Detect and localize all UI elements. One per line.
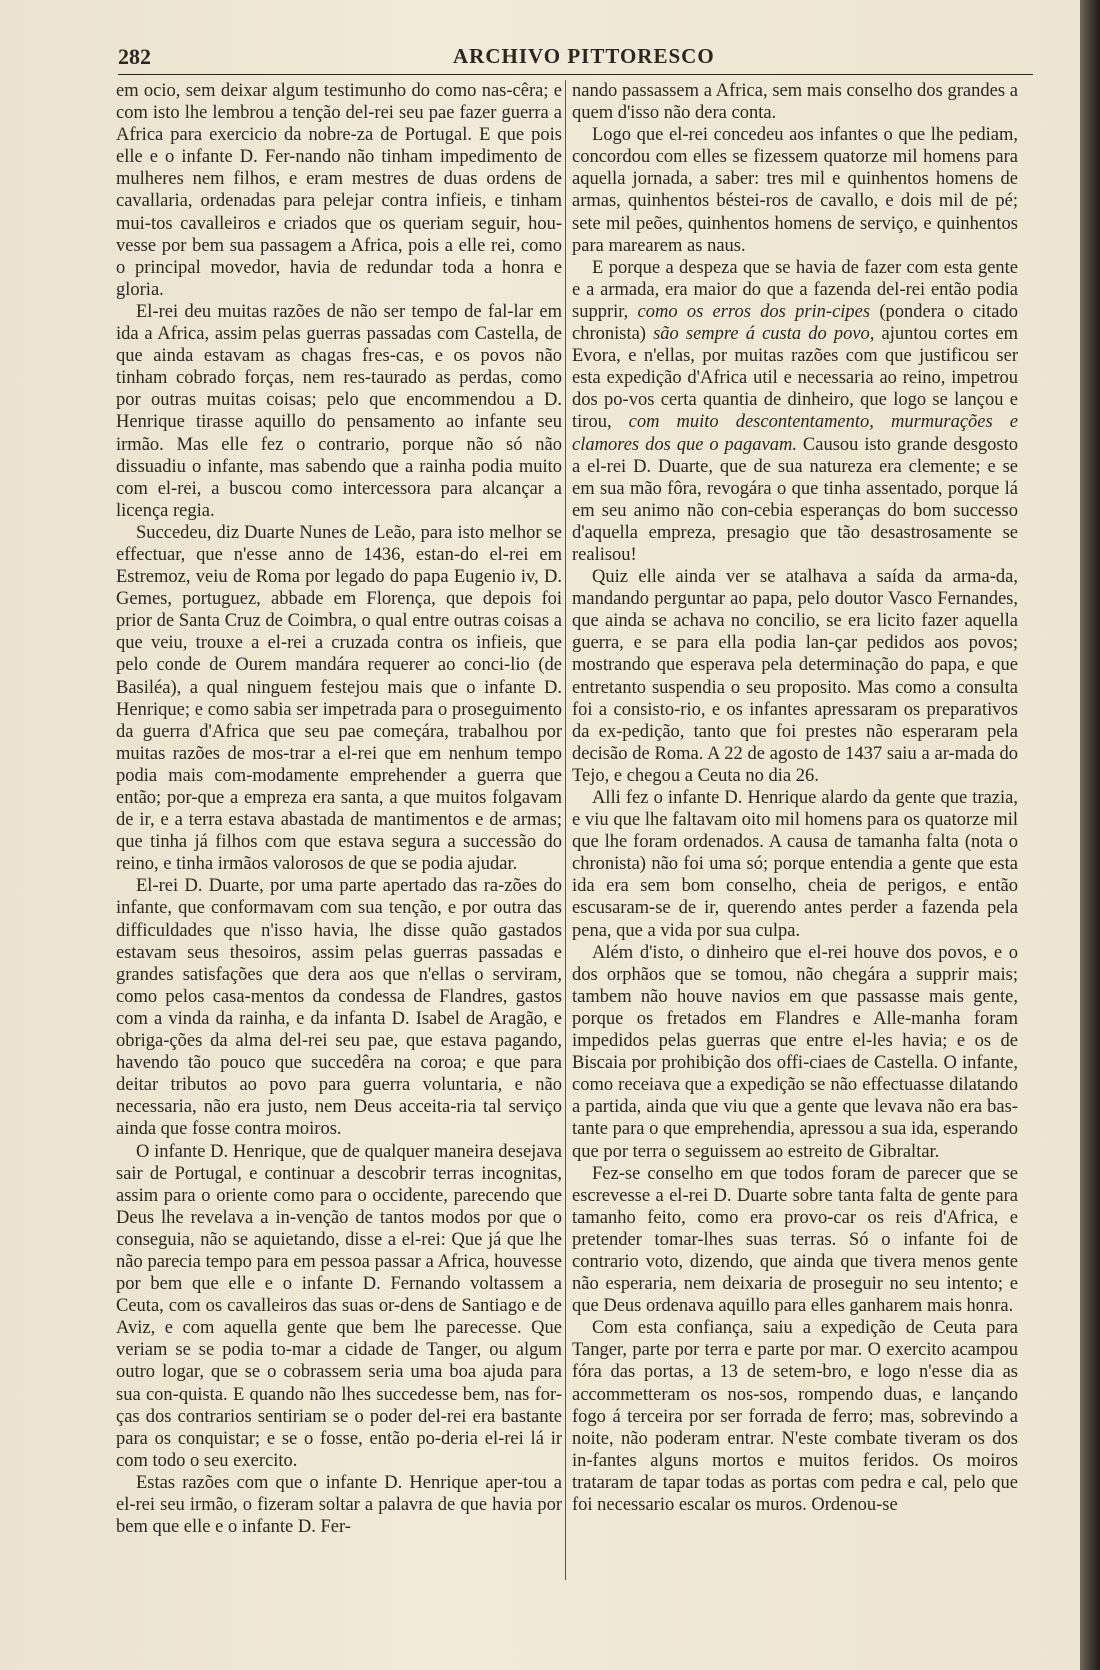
- column-divider: [565, 80, 566, 1580]
- italic-text: com muito descontentamento, murmurações e clamores dos que o pagavam.: [572, 412, 1018, 455]
- page-header: [118, 40, 1033, 72]
- paragraph: [572, 942, 1018, 1163]
- paragraph: [116, 875, 562, 1140]
- paragraph: [572, 1163, 1018, 1318]
- paragraph-text: El-rei D. Duarte, por uma parte apertado das ra-zões do infante, que conformavam com sua tenção, e por outra das difficuldades que n'isso havia, lhe disse quão gastados estavam seus thesoiros, assim pelas guerras passadas e grandes satisfações que dera aos que n'ellas o serviram, como pelos casa-mentos da condessa de Flandres, gastos com a vinda da rainha, e da infanta D. Isabel de Aragão, e obriga-ções da alma del-rei seu pae, que estava pagando, havendo tão pouco que succedêra na coroa; e que para deitar tributos ao povo para guerra voluntaria, e não necessaria, não era justo, nem Deus acceita-ria tal serviço ainda que fosse contra moiros.: [116, 876, 562, 1140]
- header-rule: [118, 74, 1033, 75]
- paragraph: [572, 787, 1018, 942]
- paragraph-text: ajuntou cortes em Evora, e n'ellas, por muitas razões com que justificou ser esta expedição d'Africa util e necessaria ao reino, impetrou dos po-vos certa quantia de dinheiro, que logo se lançou e tirou,: [572, 324, 1018, 433]
- page-number: 282: [118, 44, 151, 69]
- paragraph-text: Estas razões com que o infante D. Henrique aper-tou a el-rei seu irmão, o fizeram soltar a palavra de que havia por bem que elle e o infante D. Fer-: [116, 1472, 562, 1538]
- paragraph-text: El-rei deu muitas razões de não ser tempo de fal-lar em ida a Africa, assim pelas guerras passadas com Castella, de que ainda estavam as chagas fres-cas, e os povos não tinham cobrado forças, nem res-taurado as perdas, como por outras muitas coisas; pelo que encommendou a D. Henrique tirasse aquillo do pensamento ao infante seu irmão. Mas elle fez o contrario, porque não só não dissuadiu o infante, mas sabendo que a rainha podia muito com el-rei, a buscou como intercessora para alcançar a licença regia.: [116, 301, 562, 521]
- paragraph-text: Logo que el-rei concedeu aos infantes o que lhe pediam, concordou com elles se fizessem quatorze mil homens para aquella jornada, a saber: tres mil e quinhentos homens de armas, quinhentos béstei-ros de cavallo, e dois mil de pé; sete mil peões, quinhentos homens de serviço, e quinhentos para marearem as naus.: [572, 125, 1018, 256]
- italic-text: como os erros dos prin-cipes: [637, 301, 871, 322]
- paragraph-text: Succedeu, diz Duarte Nunes de Leão, para isto melhor se effectuar, que n'esse anno de 1436, estan-do el-rei em Estremoz, veiu de Roma por legado do papa Eugenio iv, D. Gemes, portuguez, abbade em Florença, que depois foi prior de Santa Cruz de Coimbra, o qual entre outras coisas a que veiu, trouxe a el-rei a cruzada contra os infieis, que pelo conde de Ourem mandára requerer ao conci-lio (de Basiléa), a qual ninguem festejou mais que o infante D. Henrique; e como sabia ser impetrada para o proseguimento da guerra d'Africa que seu pae começára, trabalhou por muitas razões de mos-trar a el-rei que em nenhum tempo podia mais com-modamente emprehender a guerra que então; por-que a empreza era santa, a que muitos folgavam de ir, e a terra estava abastada de mantimentos e de armas; que tinha já filhos com que estava segura a successão do reino, e tinha irmãos valorosos de que se podia ajudar.: [116, 522, 562, 875]
- running-title: ARCHIVO PITTORESCO: [453, 44, 715, 68]
- paragraph-text: Além d'isto, o dinheiro que el-rei houve dos povos, e o dos orphãos que se tomou, não chegára a supprir mais; tambem não houve navios em que passasse mais gente, porque os fretados em Flandres e Alle-manha foram impedidos pelas guerras que entre el-les havia; e os de Biscaia por prohibição dos offi-ciaes de Castella. O infante, como receiava que a expedição se não effectuasse dilatando a partida, ainda que viu que a gente que levava não era bas-tante para o que emprehendia, apressou a sua ida, esperando que por terra o seguissem ao estreito de Gibraltar.: [572, 942, 1018, 1162]
- paragraph: [116, 80, 562, 301]
- paragraph-text: em ocio, sem deixar algum testimunho do como nas-cêra; e com isto lhe lembrou a tenção del-rei seu pae fazer guerra a Africa para exercicio da nobre-za de Portugal. E que pois elle e o infante D. Fer-nando não tinham impedimento de mulheres nem filhos, e eram mestres de duas ordens de cavallaria, ordenadas para pelejar contra infieis, e tinham mui-tos cavalleiros e criados que os queriam seguir, hou-vesse por bem sua passagem a Africa, pois a elle rei, como o principal movedor, havia de redundar toda a honra e gloria.: [116, 81, 562, 300]
- paragraph-text: Fez-se conselho em que todos foram de parecer que se escrevesse a el-rei D. Duarte sobre tanta falta de gente para tamanho feito, como era provo-car os reis d'Africa, e pretender tomar-lhes suas terras. Só o infante foi de contrario voto, dizendo, que ainda que tivera menos gente não esperaria, nem deixaria de proseguir no seu intento; e que Deus ordenava aquillo para elles ganharem mais honra.: [572, 1163, 1018, 1317]
- paragraph: [116, 1472, 562, 1538]
- italic-text: são sempre á custa do povo,: [653, 324, 875, 345]
- paragraph: [116, 1141, 562, 1472]
- paragraph-text: Quiz elle ainda ver se atalhava a saída da arma-da, mandando perguntar ao papa, pelo doutor Vasco Fernandes, que ainda se achava no concilio, se era licito fazer aquella guerra, e se para ella podia lan-çar pedidos aos povos; mostrando que esperava pela determinação do papa, e que entretanto suspendia o seu proposito. Mas como a consulta foi a consisto-rio, e os infantes apressaram os preparativos da ex-pedição, tanto que foi prestes não esperaram pela decisão de Roma. A 22 de agosto de 1437 saiu a ar-mada do Tejo, e chegou a Ceuta no dia 26.: [572, 567, 1018, 786]
- paragraph: [572, 566, 1018, 787]
- paragraph-text: Com esta confiança, saiu a expedição de Ceuta para Tanger, parte por terra e parte por mar. O exercito acampou fóra das portas, a 13 de setem-bro, e logo n'esse dia as accommetteram os nos-sos, rompendo duas, e lançando fogo á terceira por ser forrada de ferro; mas, sobrevindo a noite, não poderam entrar. N'este combate tiveram os dos in-fantes alguns mortos e muitos feridos. Os moiros trataram de tapar todas as portas com pedra e cal, pelo que foi necessario escalar os muros. Ordenou-se: [572, 1318, 1018, 1515]
- paragraph-text: (pondera o citado chronista): [572, 301, 1018, 345]
- paragraph: [572, 1317, 1018, 1516]
- paragraph: [572, 124, 1018, 257]
- paragraph-text: nando passassem a Africa, sem mais conselho dos grandes a quem d'isso não dera conta.: [572, 81, 1018, 124]
- paragraph-text: O infante D. Henrique, que de qualquer maneira desejava sair de Portugal, e continuar a descobrir terras incognitas, assim para o oriente como para o occidente, parecendo que Deus lhe revelava a in-venção de tantos modos por que o conseguia, não se aquietando, disse a el-rei: Que já que lhe não parecia tempo para em pessoa passar a Africa, houvesse por bem que elle e o infante D. Fernando voltassem a Ceuta, com os cavalleiros das suas or-dens de Santiago e de Aviz, e com aquella gente que bem lhe parecesse. Que veriam se se podia to-mar a cidade de Tanger, ou algum outro logar, que se o cobrassem seria uma boa ajuda para sua con-quista. E quando não lhes succedesse bem, nas for-ças dos contrarios sentiriam se o poder del-rei era bastante para os conquistar; e se o fosse, então po-deria el-rei lá ir com todo o seu exercito.: [116, 1141, 562, 1471]
- paragraph: [116, 522, 562, 876]
- right-column: [572, 80, 1018, 1516]
- page-edge: [1080, 0, 1100, 1670]
- left-column: [116, 80, 562, 1538]
- paragraph-text: Causou isto grande desgosto a el-rei D. Duarte, que de sua natureza era clemente; e se em sua mão fôra, revogára o que tinha assentado, porque lá em seu animo não con-cebia esperanças do bom successo d'aquella empreza, presagio que tão desastrosamente se realisou!: [572, 434, 1018, 565]
- paragraph: [572, 257, 1018, 566]
- paragraph: [572, 80, 1018, 124]
- paragraph-text: E porque a despeza que se havia de fazer com esta gente e a armada, era maior do que a fazenda del-rei então podia supprir,: [572, 257, 1018, 322]
- paragraph: [116, 301, 562, 522]
- paragraph-text: Alli fez o infante D. Henrique alardo da gente que trazia, e viu que lhe faltavam oito mil homens para os quatorze mil que lhe foram ordenados. A causa de tamanha falta (nota o chronista) não foi uma só; porque entendia a gente que esta ida era sem bom conselho, cheia de perigos, e então escusaram-se de ir, querendo antes perder a fazenda pela pena, que a vida por sua culpa.: [572, 788, 1018, 941]
